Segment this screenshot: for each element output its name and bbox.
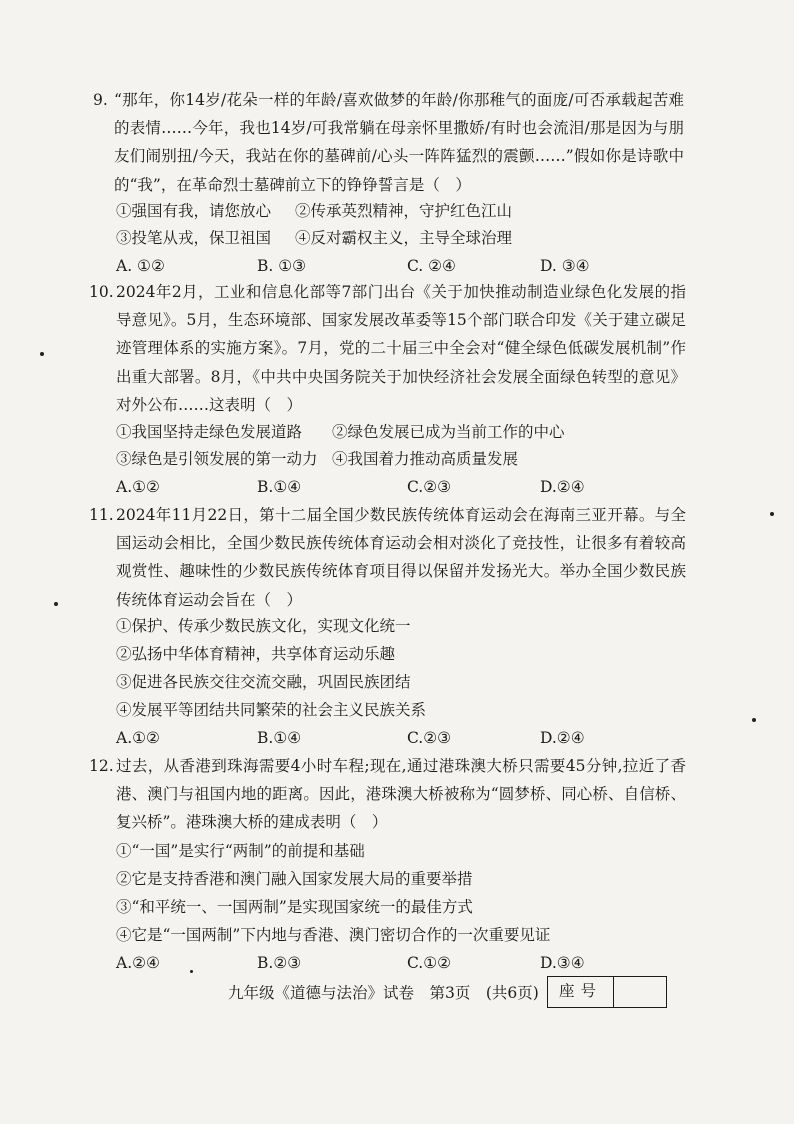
statement-option: ②弘扬中华体育精神，共享体育运动乐趣 (116, 645, 396, 663)
statement-option: ①“一国”是实行“两制”的前提和基础 (116, 842, 365, 860)
answer-choice-a[interactable]: A.①② (116, 729, 160, 747)
answer-choice-d[interactable]: D.②④ (540, 729, 585, 747)
question-number: 12. (89, 757, 114, 775)
answer-choice-c[interactable]: C. ②④ (407, 257, 456, 275)
answer-choice-a[interactable]: A.①② (116, 478, 160, 496)
scan-speck (752, 718, 756, 722)
seat-number-field[interactable] (614, 977, 666, 1007)
answer-choice-d[interactable]: D.②④ (540, 478, 585, 496)
seat-number-box (547, 976, 667, 1008)
scan-speck (54, 602, 58, 606)
page-footer: 九年级《道德与法治》试卷 第3页 (共6页) (228, 984, 539, 1002)
statement-option: ④发展平等团结共同繁荣的社会主义民族关系 (116, 701, 427, 719)
answer-choice-b[interactable]: B.①④ (257, 478, 302, 496)
question-stem: “那年，你14岁/花朵一样的年龄/喜欢做梦的年龄/你那稚气的面庞/可否承载起苦难的表情……今年，我也14岁/可我常躺在母亲怀里撒娇/有时也会流泪/那是因为与朋友们闹别扭/今天，我站在你的墓碑前/心头一阵阵猛烈的震颤……”假如你是诗歌中的“我”，在革命烈士墓碑前立下的铮铮誓言是（ ） (114, 91, 684, 194)
statement-option: ④反对霸权主义，主导全球治理 (295, 229, 513, 247)
answer-choice-a[interactable]: A. ①② (116, 257, 165, 275)
question-stem: 2024年11月22日，第十二届全国少数民族传统体育运动会在海南三亚开幕。与全国运动会相比，全国少数民族传统体育运动会相对淡化了竞技性，让很多有着较高观赏性、趣味性的少数民族传统体育项目得以保留并发扬光大。举办全国少数民族传统体育运动会旨在（ ） (116, 506, 686, 609)
answer-choice-a[interactable]: A.②④ (116, 954, 160, 972)
question-number: 11. (89, 506, 114, 524)
answer-choice-d[interactable]: D. ③④ (540, 257, 590, 275)
scan-speck (770, 512, 774, 516)
answer-choice-c[interactable]: C.②③ (407, 729, 452, 747)
statement-option: ③绿色是引领发展的第一动力 (116, 450, 318, 468)
answer-choice-b[interactable]: B.②③ (257, 954, 302, 972)
statement-option: ②它是支持香港和澳门融入国家发展大局的重要举措 (116, 870, 473, 888)
question-stem: 2024年2月，工业和信息化部等7部门出台《关于加快推动制造业绿色化发展的指导意见》。5月，生态环境部、国家发展改革委等15个部门联合印发《关于建立碳足迹管理体系的实施方案》。7月，党的二十届三中全会对“健全绿色低碳发展机制”作出重大部署。8月，《中共中央国务院关于加快经济社会发展全面绿色转型的意见》对外公布……这表明（ ） (116, 283, 686, 414)
statement-option: ②传承英烈精神，守护红色江山 (295, 202, 513, 220)
statement-option: ①保护、传承少数民族文化，实现文化统一 (116, 617, 411, 635)
statement-option: ④我国着力推动高质量发展 (332, 450, 519, 468)
statement-option: ③“和平统一、一国两制”是实现国家统一的最佳方式 (116, 898, 473, 916)
statement-option: ③投笔从戎，保卫祖国 (116, 229, 272, 247)
statement-option: ③促进各民族交往交流交融，巩固民族团结 (116, 673, 411, 691)
answer-choice-d[interactable]: D.③④ (540, 954, 585, 972)
question-number: 10. (89, 283, 114, 301)
answer-choice-b[interactable]: B.①④ (257, 729, 302, 747)
statement-option: ①我国坚持走绿色发展道路 (116, 423, 303, 441)
answer-choice-c[interactable]: C.②③ (407, 478, 452, 496)
scan-speck (40, 352, 44, 356)
question-stem: 过去，从香港到珠海需要4小时车程;现在,通过港珠澳大桥只需要45分钟,拉近了香港、澳门与祖国内地的距离。因此，港珠澳大桥被称为“圆梦桥、同心桥、自信桥、复兴桥”。港珠澳大桥的建成表明（ ） (116, 757, 686, 832)
scan-speck (190, 970, 193, 973)
answer-choice-b[interactable]: B. ①③ (257, 257, 307, 275)
question-number: 9. (93, 91, 108, 109)
statement-option: ②绿色发展已成为当前工作的中心 (332, 423, 565, 441)
answer-choice-c[interactable]: C.①② (407, 954, 452, 972)
statement-option: ①强国有我，请您放心 (116, 202, 272, 220)
statement-option: ④它是“一国两制”下内地与香港、澳门密切合作的一次重要见证 (116, 926, 551, 944)
seat-number-label: 座号 (548, 977, 614, 1007)
